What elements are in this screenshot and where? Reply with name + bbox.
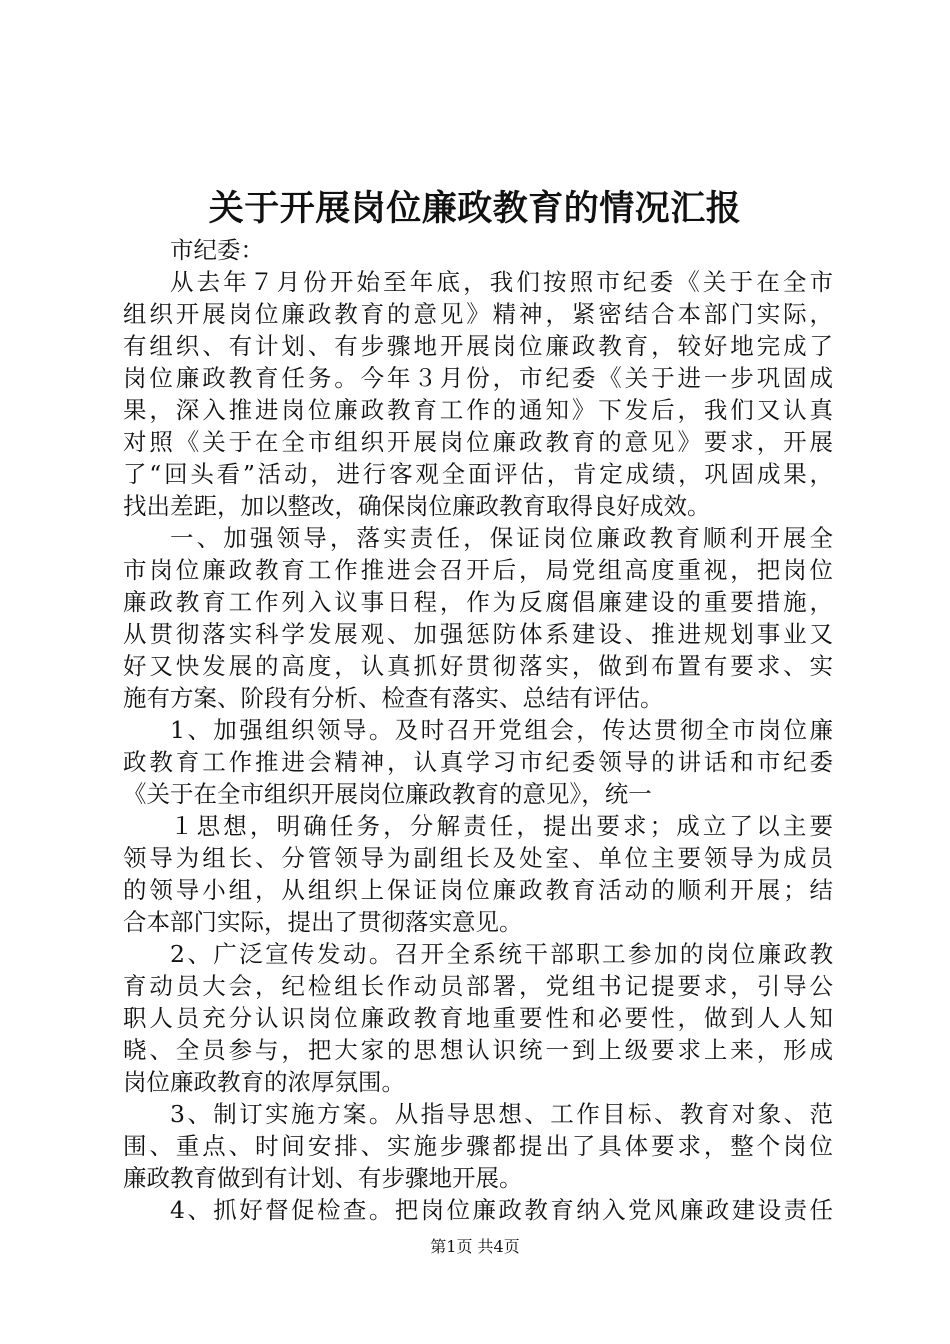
paragraph-line: 好又快发展的高度，认真抓好贯彻落实，做到布置有要求、实 [123,652,833,680]
paragraph-line: 合本部门实际，提出了贯彻落实意见。 [123,908,523,936]
paragraph-line: 岗位廉政教育任务。今年３月份，市纪委《关于进一步巩固成 [123,364,833,392]
paragraph-line: 2、广泛宣传发动。召开全系统干部职工参加的岗位廉政教 [170,940,833,968]
paragraph-line: 育动员大会，纪检组长作动员部署，党组书记提要求，引导公 [123,972,833,1000]
paragraph-line: 市岗位廉政教育工作推进会召开后，局党组高度重视，把岗位 [123,556,833,584]
paragraph-line: 组织开展岗位廉政教育的意见》精神，紧密结合本部门实际， [123,300,833,328]
paragraph-line: 职人员充分认识岗位廉政教育地重要性和必要性，做到人人知 [123,1004,833,1032]
paragraph-line: １思想，明确任务，分解责任，提出要求；成立了以主要 [170,812,833,840]
paragraph-line: 了“回头看”活动，进行客观全面评估，肯定成绩，巩固成果， [123,460,833,488]
paragraph-line: 施有方案、阶段有分析、检查有落实、总结有评估。 [123,684,664,712]
paragraph-line: 对照《关于在全市组织开展岗位廉政教育的意见》要求，开展 [123,428,833,456]
paragraph-line: 有组织、有计划、有步骤地开展岗位廉政教育，较好地完成了 [123,332,833,360]
page-footer: 第1页 共4页 [430,1237,520,1256]
paragraph-line: 领导为组长、分管领导为副组长及处室、单位主要领导为成员 [123,844,833,872]
paragraph-line: 果，深入推进岗位廉政教育工作的通知》下发后，我们又认真 [123,396,833,424]
paragraph-line: 廉政教育工作列入议事日程，作为反腐倡廉建设的重要措施， [123,588,833,616]
paragraph-line: 一、加强领导，落实责任，保证岗位廉政教育顺利开展全 [170,524,833,552]
paragraph-line: 岗位廉政教育的浓厚氛围。 [123,1068,405,1096]
paragraph-line: 3、制订实施方案。从指导思想、工作目标、教育对象、范 [170,1100,833,1128]
paragraph-line: 4、抓好督促检查。把岗位廉政教育纳入党风廉政建设责任 [170,1196,833,1224]
paragraph-line: 从去年７月份开始至年底，我们按照市纪委《关于在全市 [170,268,833,296]
paragraph-line: 1、加强组织领导。及时召开党组会，传达贯彻全市岗位廉 [170,716,833,744]
paragraph-line: 的领导小组，从组织上保证岗位廉政教育活动的顺利开展；结 [123,876,833,904]
paragraph-line: 从贯彻落实科学发展观、加强惩防体系建设、推进规划事业又 [123,620,833,648]
salutation: 市纪委： [170,236,264,264]
paragraph-line: 廉政教育做到有计划、有步骤地开展。 [123,1164,523,1192]
paragraph-line: 政教育工作推进会精神，认真学习市纪委领导的讲话和市纪委 [123,748,833,776]
paragraph-line: 《关于在全市组织开展岗位廉政教育的意见》，统一 [123,780,652,808]
document-title: 关于开展岗位廉政教育的情况汇报 [208,188,742,229]
paragraph-line: 晓、全员参与，把大家的思想认识统一到上级要求上来，形成 [123,1036,833,1064]
paragraph-line: 围、重点、时间安排、实施步骤都提出了具体要求，整个岗位 [123,1132,833,1160]
document-body [123,234,833,1226]
paragraph-line: 找出差距，加以整改，确保岗位廉政教育取得良好成效。 [123,492,711,520]
